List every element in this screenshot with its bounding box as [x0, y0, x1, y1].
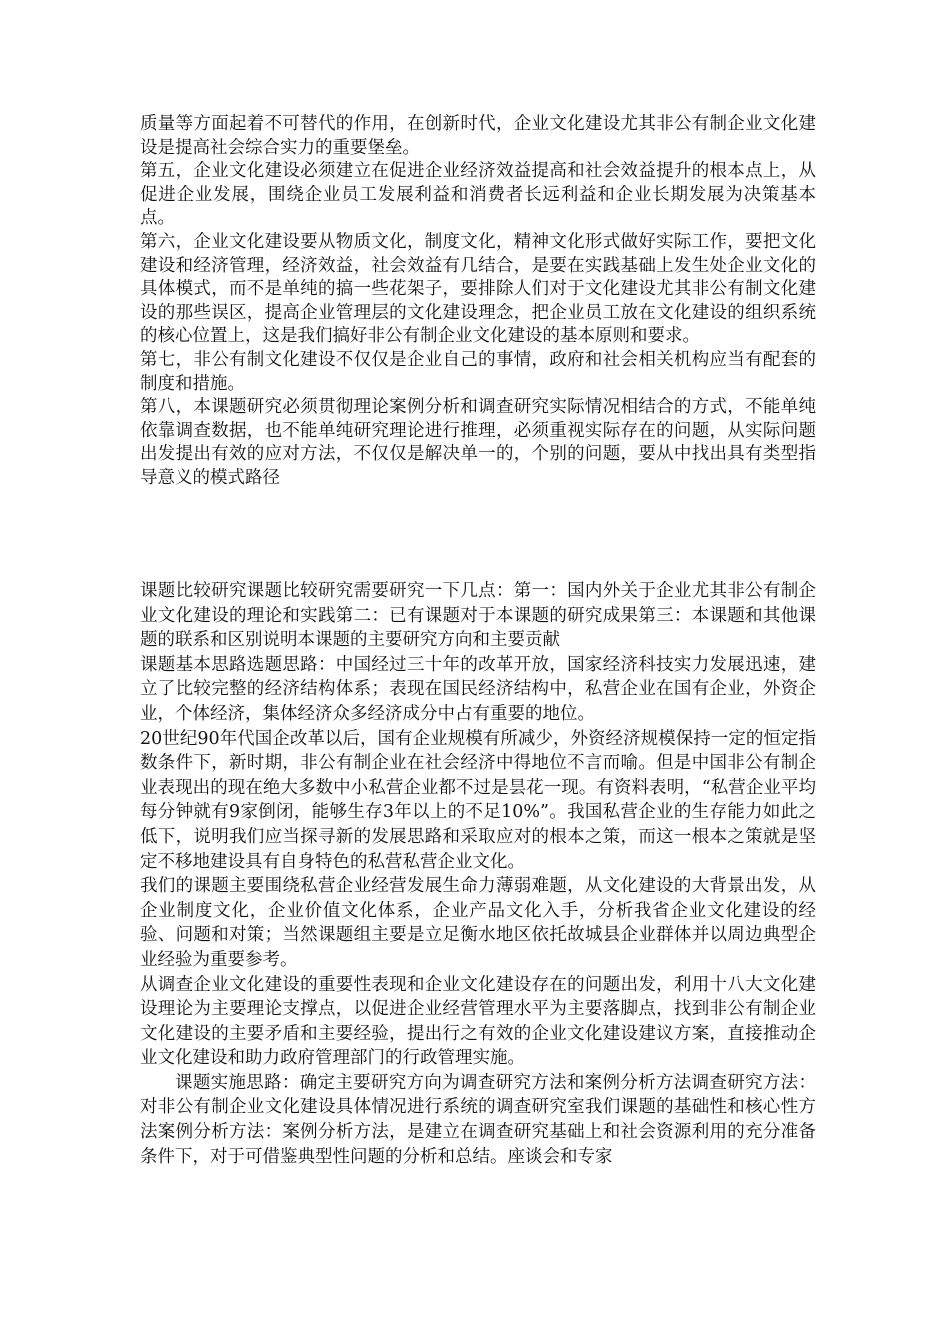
section-principles	[140, 113, 816, 491]
paragraph-basic-approach: 课题基本思路选题思路：中国经过三十年的改革开放，国家经济科技实力发展迅速，建立了比较完整的经济结构体系；表现在国民经济结构中，私营企业在国有企业，外资企业，个体经济，集体经济众多经济成分中占有重要的地位。	[140, 654, 816, 724]
paragraph-comparative-research: 课题比较研究课题比较研究需要研究一下几点：第一：国内外关于企业尤其非公有制企业文化建设的理论和实践第二：已有课题对于本课题的研究成果第三：本课题和其他课题的联系和区别说明本课题的主要研究方向和主要贡献	[140, 581, 816, 651]
paragraph-point-eight: 第八，本课题研究必须贯彻理论案例分析和调查研究实际情况相结合的方式，不能单纯依靠调查数据，也不能单纯研究理论进行推理，必须重视实际存在的问题，从实际问题出发提出有效的应对方法，不仅仅是解决单一的，个别的问题，要从中找出具有类型指导意义的模式路径	[140, 397, 816, 488]
paragraph-point-six: 第六，企业文化建设要从物质文化，制度文化，精神文化形式做好实际工作，要把文化建设和经济管理，经济效益，社会效益有几结合，是要在实践基础上发生处企业文化的具体模式，而不是单纯的搞一些花架子，要排除人们对于文化建设尤其非公有制文化建设的那些误区，提高企业管理层的文化建设理念，把企业员工放在文化建设的组织系统的核心位置上，这是我们搞好非公有制企业文化建设的基本原则和要求。	[140, 231, 816, 347]
paragraph-point-seven: 第七，非公有制文化建设不仅仅是企业自己的事情，政府和社会相关机构应当有配套的制度和措施。	[140, 349, 816, 394]
paragraph-research-focus: 我们的课题主要围绕私营企业经营发展生命力薄弱难题，从文化建设的大背景出发，从企业制度文化，企业价值文化体系，企业产品文化入手，分析我省企业文化建设的经验、问题和对策；当然课题组主要是立足衡水地区依托故城县企业群体并以周边典型企业经验为重要参考。	[140, 876, 816, 970]
paragraph-reform-background: 20世纪90年代国企改革以后，国有企业规模有所减少，外资经济规模保持一定的恒定指数条件下，新时期，非公有制企业在社会经济中得地位不言而喻。但是中国非公有制企业表现出的现在绝大多数中小私营企业都不过是昙花一现。有资料表明，“私营企业平均每分钟就有9家倒闭，能够生存3年以上的不足10%”。我国私营企业的生存能力如此之低下，说明我们应当探寻新的发展思路和采取应对的根本之策，而这一根本之策就是坚定不移地建设具有自身特色的私营私营企业文化。	[140, 728, 816, 872]
paragraph-point-five: 第五，企业文化建设必须建立在促进企业经济效益提高和社会效益提升的根本点上，从促进企业发展，围绕企业员工发展利益和消费者长远利益和企业长期发展为决策基本点。	[140, 161, 816, 229]
paragraph-investigation-basis: 从调查企业文化建设的重要性表现和企业文化建设存在的问题出发，利用十八大文化建设理论为主要理论支撑点，以促进企业经营管理水平为主要落脚点，找到非公有制企业文化建设的主要矛盾和主要经验，提出行之有效的企业文化建设建议方案，直接推动企业文化建设和助力政府管理部门的行政管理实施。	[140, 974, 816, 1069]
section-research-approach	[140, 579, 816, 1169]
paragraph-continuation: 质量等方面起着不可替代的作用，在创新时代，企业文化建设尤其非公有制企业文化建设是提高社会综合实力的重要堡垒。	[140, 114, 816, 158]
paragraph-implementation-approach: 课题实施思路：确定主要研究方向为调查研究方法和案例分析方法调查研究方法：对非公有制企业文化建设具体情况进行系统的调查研究室我们课题的基础性和核心性方法案例分析方法：案例分析方法，是建立在调查研究基础上和社会资源利用的充分准备条件下，对于可借鉴典型性问题的分析和总结。座谈会和专家	[140, 1072, 816, 1167]
